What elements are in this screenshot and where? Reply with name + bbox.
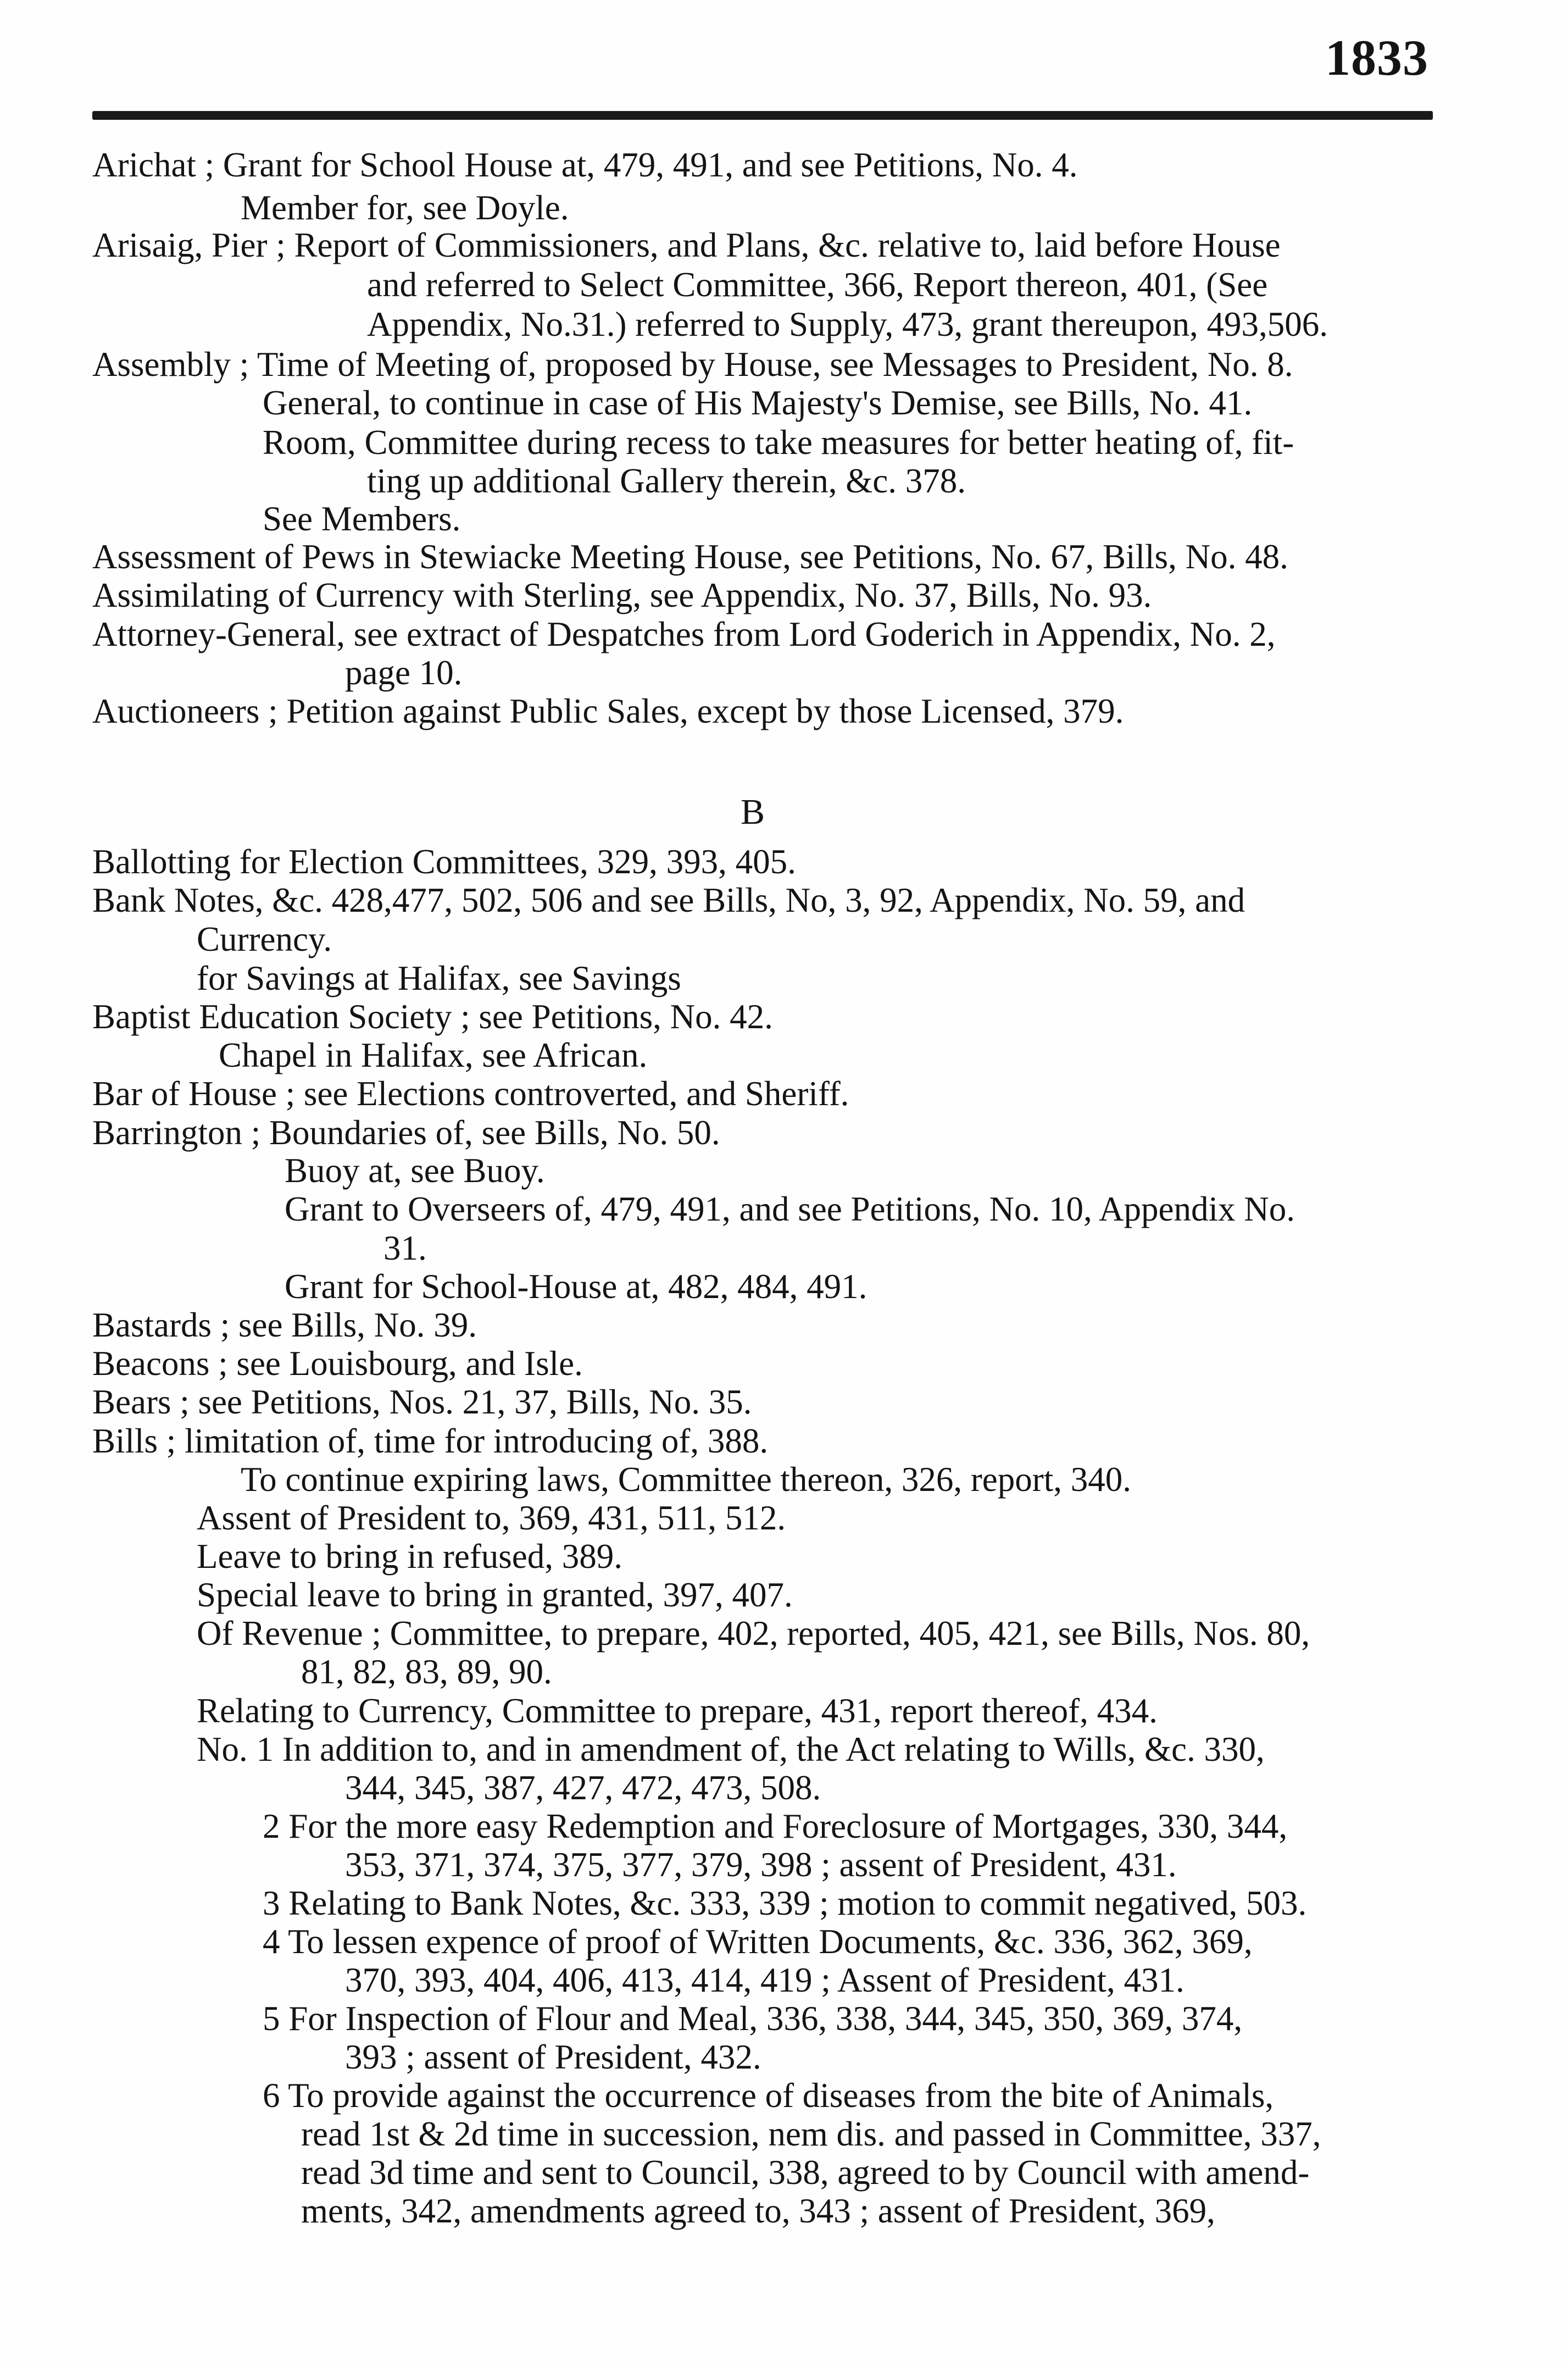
- index-line: Room, Committee during recess to take measures for better heating of, fit-: [263, 423, 1294, 462]
- index-line: 370, 393, 404, 406, 413, 414, 419 ; Assent of President, 431.: [345, 1961, 1185, 1999]
- index-line: Relating to Currency, Committee to prepare, 431, report thereof, 434.: [197, 1692, 1158, 1730]
- index-line: Baptist Education Society ; see Petitions, No. 42.: [92, 997, 773, 1036]
- index-line: Bears ; see Petitions, Nos. 21, 37, Bills, No. 35.: [92, 1383, 752, 1421]
- index-line: Auctioneers ; Petition against Public Sales, except by those Licensed, 379.: [92, 692, 1124, 730]
- index-line: 81, 82, 83, 89, 90.: [301, 1653, 552, 1691]
- index-line: 5 For Inspection of Flour and Meal, 336, 338, 344, 345, 350, 369, 374,: [263, 1999, 1243, 2038]
- index-line: 393 ; assent of President, 432.: [345, 2038, 761, 2076]
- index-line: Grant for School-House at, 482, 484, 491.: [285, 1267, 868, 1306]
- index-line: 31.: [383, 1229, 427, 1267]
- index-line: Grant to Overseers of, 479, 491, and see Petitions, No. 10, Appendix No.: [285, 1190, 1295, 1228]
- index-line: Of Revenue ; Committee, to prepare, 402, reported, 405, 421, see Bills, Nos. 80,: [197, 1614, 1310, 1653]
- index-line: Ballotting for Election Committees, 329, 393, 405.: [92, 842, 796, 881]
- index-line: Arichat ; Grant for School House at, 479, 491, and see Petitions, No. 4.: [92, 146, 1078, 184]
- index-line: Appendix, No.31.) referred to Supply, 473, grant thereupon, 493,506.: [367, 305, 1328, 343]
- index-line: 4 To lessen expence of proof of Written Documents, &c. 336, 362, 369,: [263, 1922, 1253, 1961]
- index-line: 6 To provide against the occurrence of diseases from the bite of Animals,: [263, 2076, 1274, 2115]
- index-line: Bills ; limitation of, time for introducing of, 388.: [92, 1422, 769, 1460]
- index-line: Currency.: [197, 920, 332, 958]
- index-line: Bank Notes, &c. 428,477, 502, 506 and see Bills, No, 3, 92, Appendix, No. 59, and: [92, 881, 1245, 919]
- index-line: for Savings at Halifax, see Savings: [197, 959, 681, 997]
- index-line: 353, 371, 374, 375, 377, 379, 398 ; assent of President, 431.: [345, 1845, 1177, 1884]
- index-line: 2 For the more easy Redemption and Foreclosure of Mortgages, 330, 344,: [263, 1807, 1288, 1845]
- index-line: General, to continue in case of His Majesty's Demise, see Bills, No. 41.: [263, 384, 1253, 422]
- index-line: Bar of House ; see Elections controverted, and Sheriff.: [92, 1074, 849, 1113]
- section-letter: B: [740, 792, 765, 832]
- index-line: Beacons ; see Louisbourg, and Isle.: [92, 1344, 583, 1383]
- index-line: Attorney-General, see extract of Despatches from Lord Goderich in Appendix, No. 2,: [92, 615, 1276, 653]
- index-line: Assembly ; Time of Meeting of, proposed by House, see Messages to President, No. 8.: [92, 345, 1293, 384]
- index-line: No. 1 In addition to, and in amendment of, the Act relating to Wills, &c. 330,: [197, 1730, 1265, 1768]
- index-line: 3 Relating to Bank Notes, &c. 333, 339 ; motion to commit negatived, 503.: [263, 1884, 1307, 1922]
- index-line: Barrington ; Boundaries of, see Bills, No. 50.: [92, 1113, 720, 1152]
- index-line: Bastards ; see Bills, No. 39.: [92, 1306, 477, 1344]
- index-line: Assimilating of Currency with Sterling, see Appendix, No. 37, Bills, No. 93.: [92, 576, 1152, 614]
- index-line: Arisaig, Pier ; Report of Commissioners, and Plans, &c. relative to, laid before House: [92, 226, 1281, 264]
- header-rule: [92, 111, 1433, 120]
- index-line: ting up additional Gallery therein, &c. 378.: [367, 462, 966, 500]
- page-year-header: 1833: [1325, 30, 1428, 86]
- index-line: Buoy at, see Buoy.: [285, 1151, 545, 1190]
- index-line: read 3d time and sent to Council, 338, agreed to by Council with amend-: [301, 2153, 1310, 2192]
- index-line: Member for, see Doyle.: [241, 188, 569, 227]
- index-line: Special leave to bring in granted, 397, 407.: [197, 1576, 793, 1614]
- index-line: Leave to bring in refused, 389.: [197, 1537, 623, 1576]
- index-line: and referred to Select Committee, 366, Report thereon, 401, (See: [367, 265, 1268, 304]
- index-line: Chapel in Halifax, see African.: [219, 1036, 648, 1074]
- index-line: Assessment of Pews in Stewiacke Meeting House, see Petitions, No. 67, Bills, No. 48.: [92, 537, 1288, 576]
- index-line: To continue expiring laws, Committee thereon, 326, report, 340.: [241, 1460, 1131, 1499]
- index-line: Assent of President to, 369, 431, 511, 512.: [197, 1499, 786, 1537]
- index-line: page 10.: [345, 653, 463, 692]
- index-line: 344, 345, 387, 427, 472, 473, 508.: [345, 1768, 821, 1807]
- index-line: See Members.: [263, 500, 461, 538]
- index-line: ments, 342, amendments agreed to, 343 ; assent of President, 369,: [301, 2192, 1215, 2230]
- index-line: read 1st & 2d time in succession, nem dis. and passed in Committee, 337,: [301, 2115, 1321, 2153]
